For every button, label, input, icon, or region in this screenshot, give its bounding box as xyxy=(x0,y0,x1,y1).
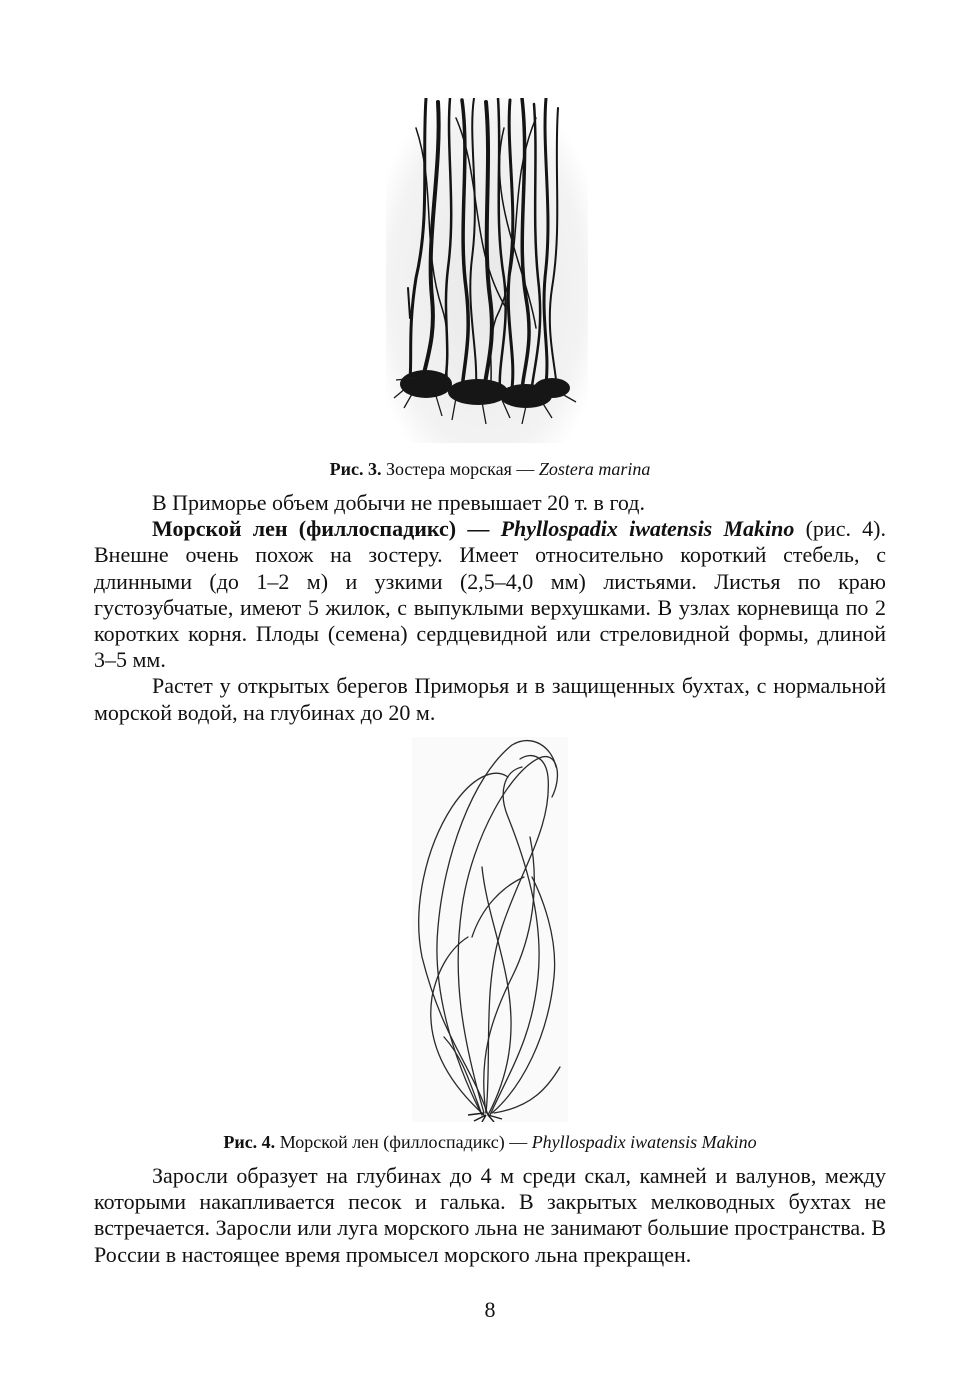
species-heading: Морской лен (филлоспадикс) — xyxy=(152,516,490,542)
paragraph-habitat xyxy=(94,673,886,725)
body-text-bottom xyxy=(94,1163,886,1268)
paragraph-harvest xyxy=(94,490,886,516)
figure-3-caption xyxy=(0,458,980,480)
species-description-text: (рис. 4). Внешне очень похож на зостеру. Имеет относительно короткий стебель, с длинными (до 1–2 м) и узкими (2,5–4,0 мм) листьями. Листья по краю густозубчатые, имеют 5 жилок, с выпуклыми верхушками. В узлах корневища по 2 коротких корня. Плоды (семена) сердцевидной или стреловидной формы, длиной 3–5 мм. xyxy=(94,516,886,673)
phyllospadix-drawing xyxy=(412,737,568,1122)
paragraph-harvest-text: В Приморье объем добычи не превышает 20 т. в год. xyxy=(152,490,645,515)
figure-4-latin: Phyllospadix iwatensis Makino xyxy=(531,1132,757,1152)
species-heading-latin: Phyllospadix iwatensis Makino xyxy=(500,516,795,542)
figure-3-title: Зостера морская — xyxy=(385,459,535,479)
body-text-top xyxy=(94,490,886,726)
paragraph-phyllospadix-description xyxy=(94,516,886,673)
paragraph-habitat-text: Растет у открытых берегов Приморья и в защищенных бухтах, с нормальной морской водой, на глубинах до 20 м. xyxy=(94,673,886,725)
figure-4-caption xyxy=(0,1131,980,1153)
paragraph-thickets xyxy=(94,1163,886,1268)
figure-4-title: Морской лен (филлоспадикс) — xyxy=(279,1132,528,1152)
zostera-marina-image xyxy=(386,98,588,443)
page-number: 8 xyxy=(484,1297,496,1322)
figure-4-label: Рис. 4. xyxy=(223,1132,276,1152)
paragraph-thickets-text: Заросли образует на глубинах до 4 м среди скал, камней и валунов, между которыми накапливается песок и галька. В закрытых мелководных бухтах не встречается. Заросли или луга морского льна не занимают большие пространства. В России в настоящее время промысел морского льна прекращен. xyxy=(94,1163,886,1267)
figure-3-label: Рис. 3. xyxy=(329,459,382,479)
figure-3-latin: Zostera marina xyxy=(538,459,651,479)
